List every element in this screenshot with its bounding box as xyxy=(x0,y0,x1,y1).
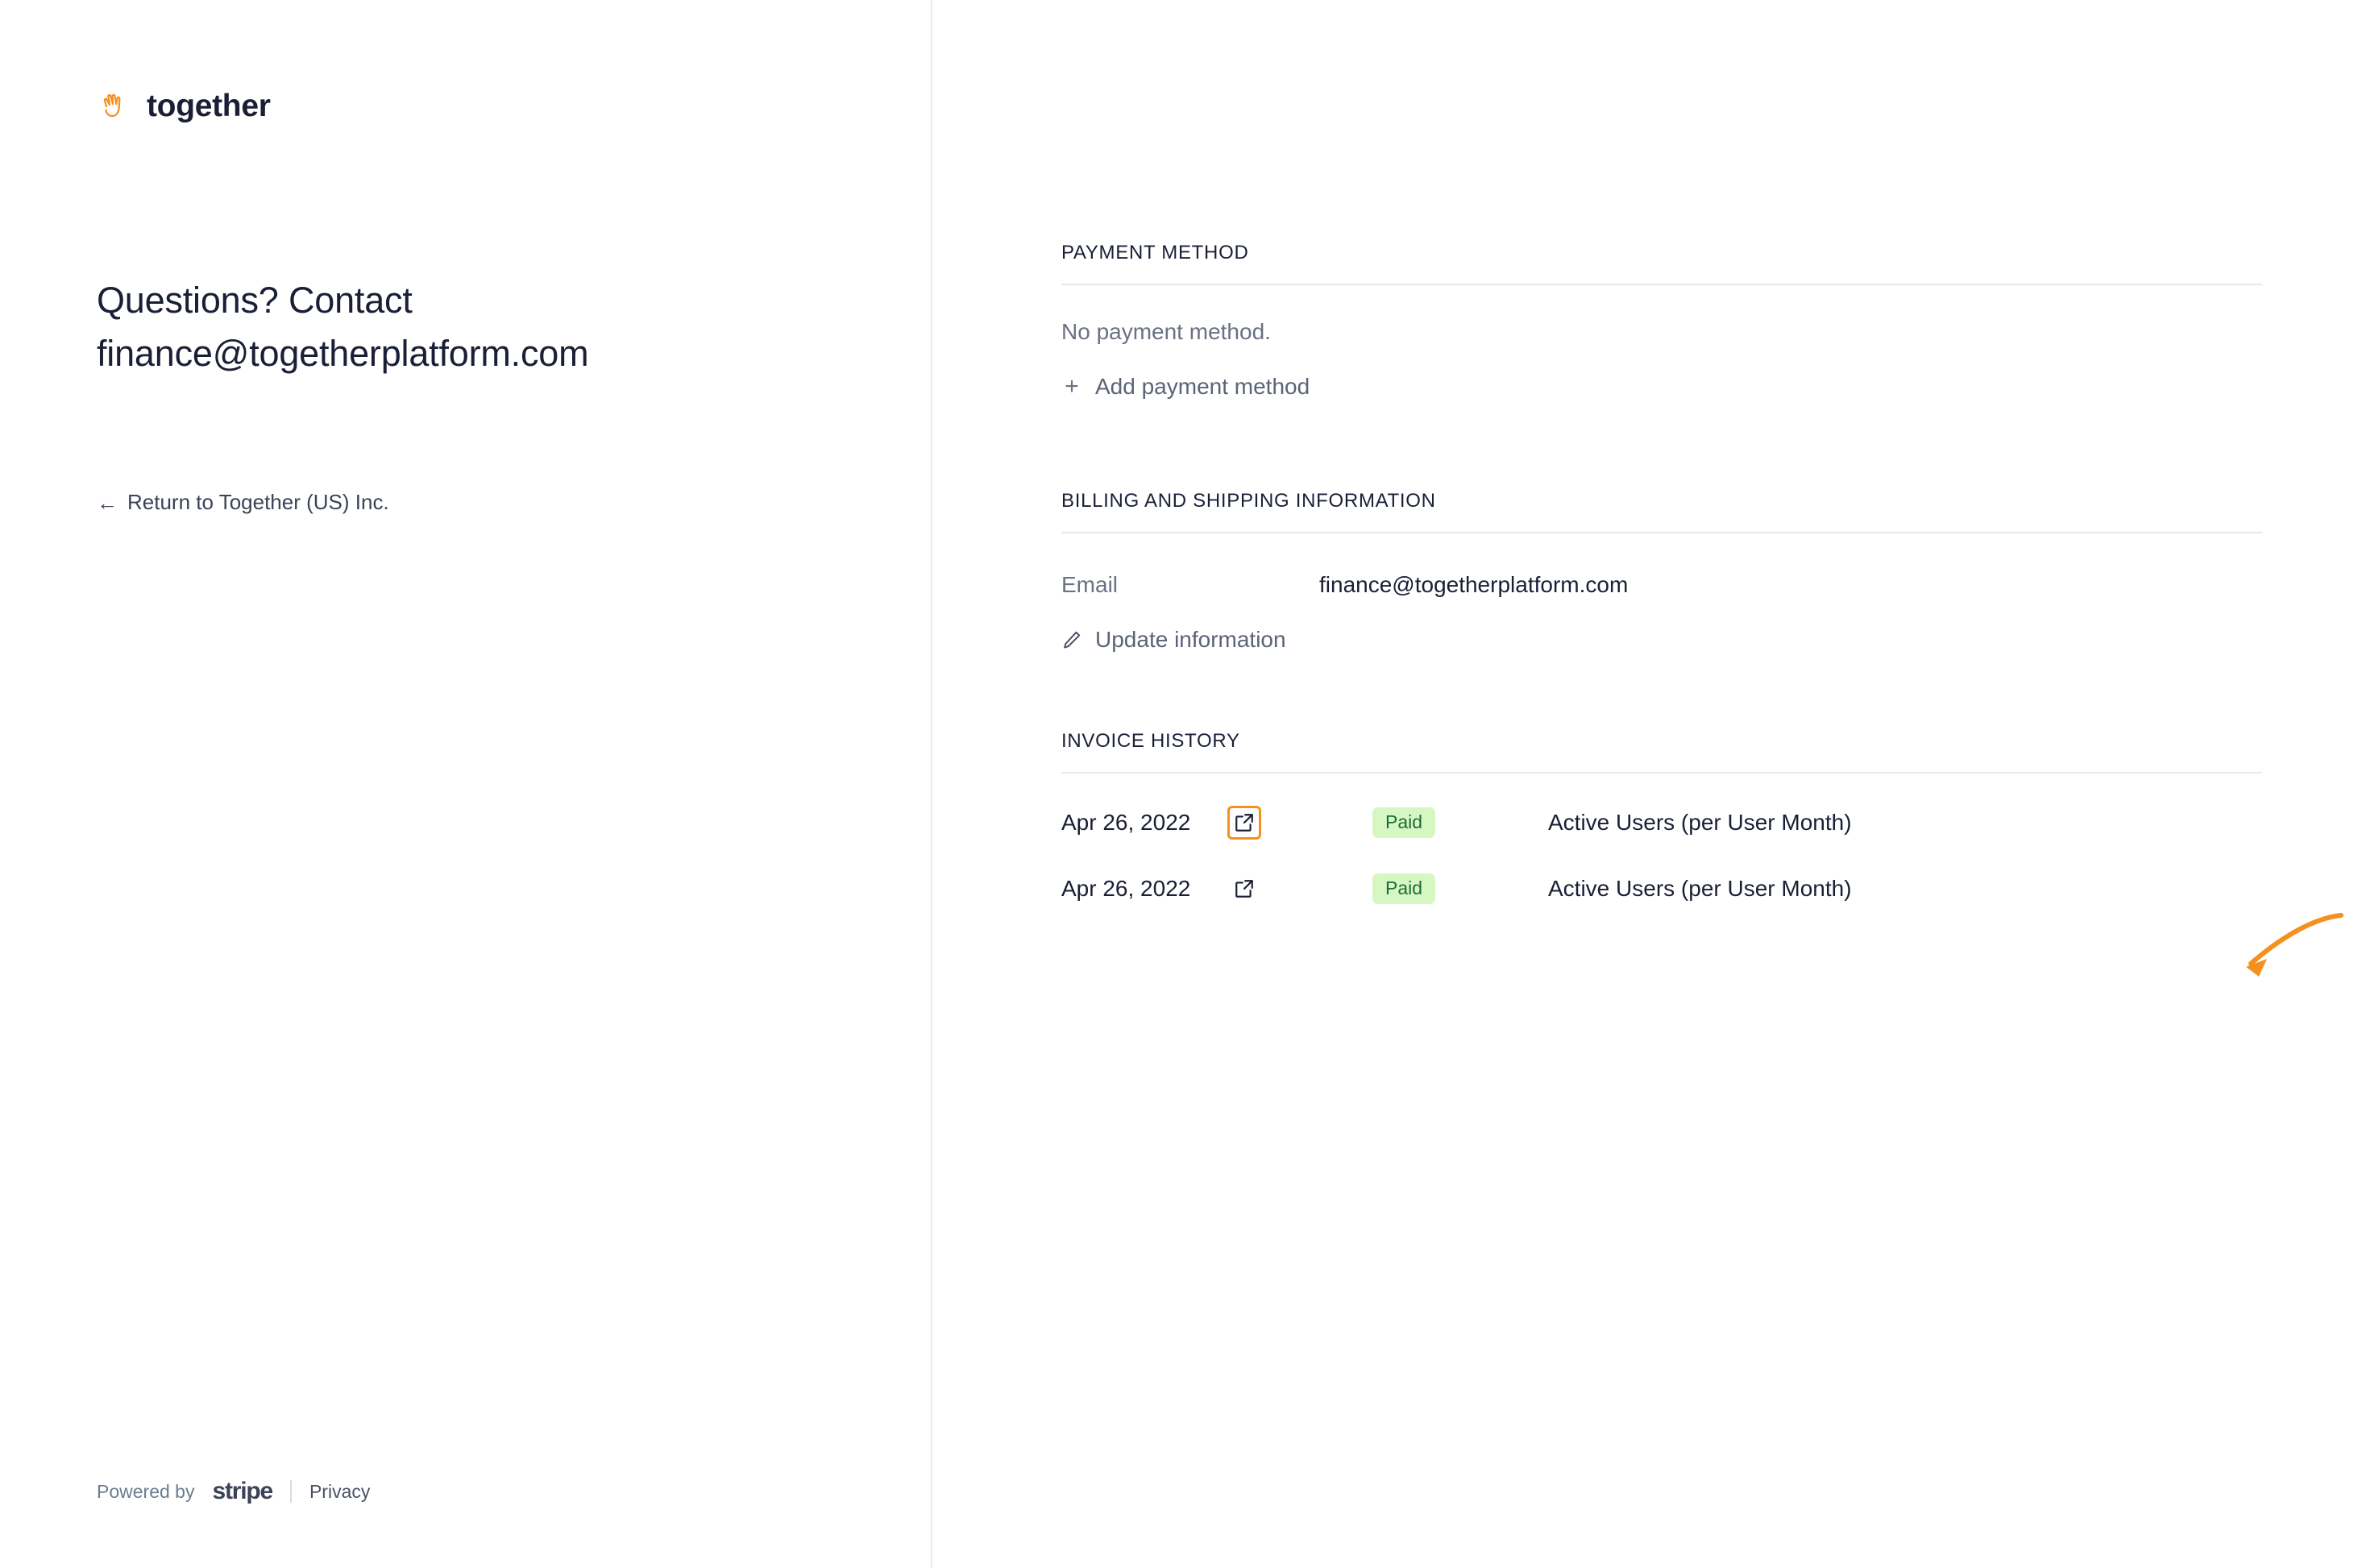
update-information-label: Update information xyxy=(1095,627,1286,652)
left-panel xyxy=(0,0,932,1568)
footer xyxy=(97,1478,370,1505)
external-link-icon xyxy=(1234,812,1255,833)
waving-hand-icon xyxy=(97,89,132,124)
email-row xyxy=(1061,533,2262,598)
email-label: Email xyxy=(1061,572,1119,597)
no-payment-method-text: No payment method. xyxy=(1061,319,1271,344)
footer-divider xyxy=(290,1480,292,1503)
status-cell xyxy=(1372,873,1548,904)
spacer xyxy=(1061,653,2262,730)
status-badge: Paid xyxy=(1372,873,1435,904)
invoice-link-cell xyxy=(1219,806,1372,840)
annotation-arrow-icon xyxy=(2190,911,2351,999)
return-link[interactable] xyxy=(97,490,389,515)
brand-name: together xyxy=(147,89,271,123)
return-link-label: Return to Together (US) Inc. xyxy=(127,490,389,514)
invoice-link-cell xyxy=(1219,872,1372,906)
powered-by-label: Powered by xyxy=(97,1480,195,1502)
invoice-date: Apr 26, 2022 xyxy=(1061,810,1191,835)
invoice-open-link[interactable] xyxy=(1227,806,1261,840)
billing-information-section xyxy=(1061,490,2262,653)
invoice-open-link[interactable] xyxy=(1227,872,1261,906)
email-value: finance@togetherplatform.com xyxy=(1319,572,1629,597)
table-row xyxy=(1061,774,2262,840)
invoice-date: Apr 26, 2022 xyxy=(1061,876,1191,901)
add-payment-method-label: Add payment method xyxy=(1095,374,1310,399)
brand-logo xyxy=(97,89,271,124)
payment-method-title: PAYMENT METHOD xyxy=(1061,242,1249,263)
plus-icon: + xyxy=(1065,373,1079,400)
billing-content xyxy=(1061,242,2262,906)
status-cell xyxy=(1372,807,1548,838)
privacy-link[interactable]: Privacy xyxy=(309,1480,371,1502)
spacer xyxy=(1061,400,2262,490)
table-row xyxy=(1061,840,2262,906)
right-panel xyxy=(932,0,2358,1568)
update-information-button[interactable] xyxy=(1061,598,2262,653)
contact-heading: Questions? Contact finance@togetherplatform.com xyxy=(97,280,589,374)
add-payment-method-button[interactable] xyxy=(1061,345,2262,400)
status-badge: Paid xyxy=(1372,807,1435,838)
invoice-description: Active Users (per User Month) xyxy=(1548,876,1852,901)
pencil-icon xyxy=(1061,629,1082,650)
external-link-icon xyxy=(1234,878,1255,899)
invoice-history-title: INVOICE HISTORY xyxy=(1061,730,1240,752)
billing-information-title: BILLING AND SHIPPING INFORMATION xyxy=(1061,490,1436,512)
stripe-logo: stripe xyxy=(212,1478,272,1504)
invoice-description: Active Users (per User Month) xyxy=(1548,810,1852,835)
payment-method-section xyxy=(1061,242,2262,400)
arrow-left-icon: ← xyxy=(97,490,118,515)
invoice-history-section xyxy=(1061,730,2262,906)
